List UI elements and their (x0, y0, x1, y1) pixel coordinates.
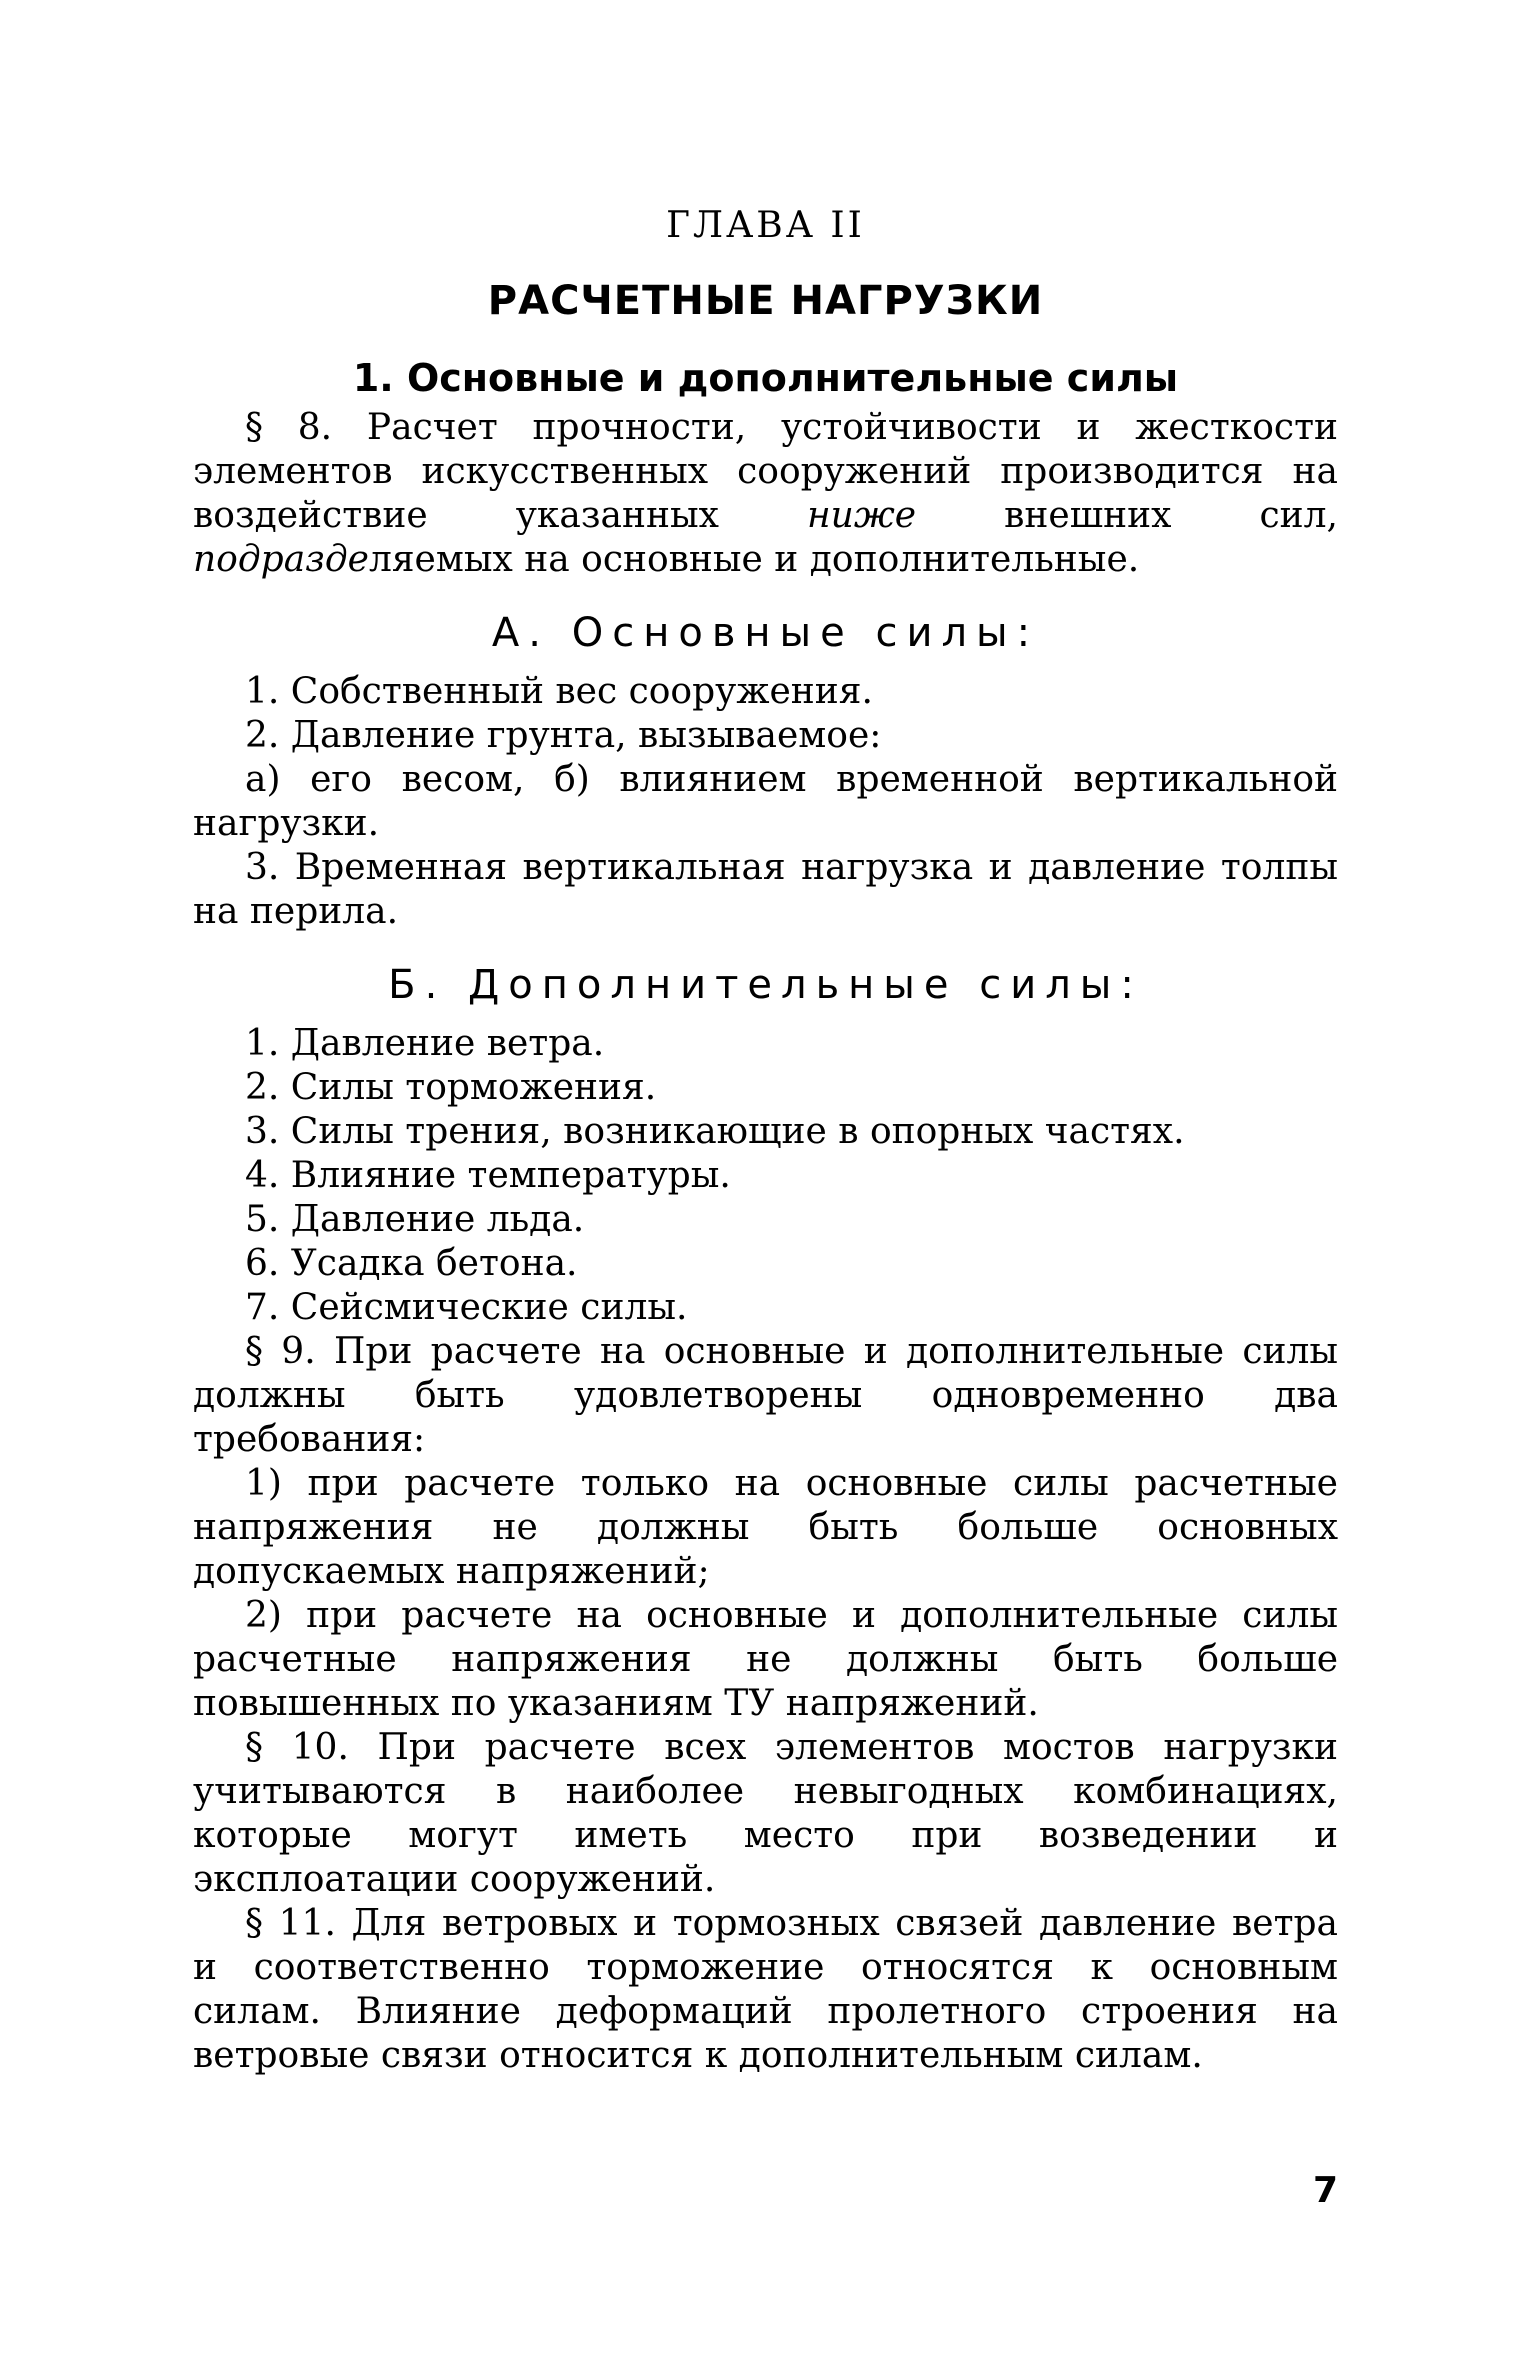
additional-force-item: 6. Усадка бетона. (245, 1243, 578, 1284)
paragraph-10: § 10. При расчете всех элементов мостов нагрузки учитываются в наиболее невыгодных комбинациях, которые могут иметь место при возведении и эксплоатации сооружений. (193, 1727, 1338, 1900)
paragraph-8-text: ляемых на основные и дополнительные. (368, 539, 1140, 580)
paragraph-8-text: § 8. Расчет прочности, устойчивости и жесткости элементов искусственных сооружений производится на воздействие указанных (193, 407, 1338, 536)
page-number: 7 (1312, 2170, 1338, 2211)
chapter-title: РАСЧЕТНЫЕ НАГРУЗКИ (487, 278, 1044, 324)
main-forces-heading: А. Основные силы: (491, 610, 1040, 656)
document-page (193, 205, 1338, 2211)
main-force-item: а) его весом, б) влиянием временной вертикальной нагрузки. (193, 759, 1338, 844)
chapter-label: ГЛАВА II (666, 205, 865, 246)
additional-force-item: 1. Давление ветра. (245, 1023, 605, 1064)
section-title: 1. Основные и дополнительные силы (352, 356, 1179, 400)
paragraph-8-text: внешних сил, (916, 495, 1338, 536)
requirement-1: 1) при расчете только на основные силы расчетные напряжения не должны быть больше основных допускаемых напряжений; (193, 1463, 1338, 1592)
paragraph-8-italic-below: ниже (806, 495, 917, 536)
additional-force-item: 7. Сейсмические силы. (245, 1287, 688, 1328)
paragraph-8-italic-subdivided: подразде (193, 539, 369, 580)
additional-force-item: 3. Силы трения, возникающие в опорных частях. (245, 1111, 1185, 1152)
paragraph-9: § 9. При расчете на основные и дополнительные силы должны быть удовлетворены одновременно два требования: (193, 1331, 1338, 1460)
paragraph-11: § 11. Для ветровых и тормозных связей давление ветра и соответственно торможение относятся к основным силам. Влияние деформаций пролетного строения на ветровые связи относится к дополнительным силам. (193, 1903, 1338, 2076)
main-force-item: 2. Давление грунта, вызываемое: (245, 715, 882, 756)
requirement-2: 2) при расчете на основные и дополнительные силы расчетные напряжения не должны быть больше повышенных по указаниям ТУ напряжений. (193, 1595, 1338, 1724)
additional-force-item: 5. Давление льда. (245, 1199, 585, 1240)
main-force-item: 3. Временная вертикальная нагрузка и давление толпы на перила. (193, 847, 1338, 932)
paragraph-8 (193, 406, 1338, 582)
additional-force-item: 2. Силы торможения. (245, 1067, 657, 1108)
additional-force-item: 4. Влияние температуры. (245, 1155, 731, 1196)
main-force-item: 1. Собственный вес сооружения. (245, 671, 873, 712)
additional-forces-heading: Б. Дополнительные силы: (388, 962, 1143, 1008)
